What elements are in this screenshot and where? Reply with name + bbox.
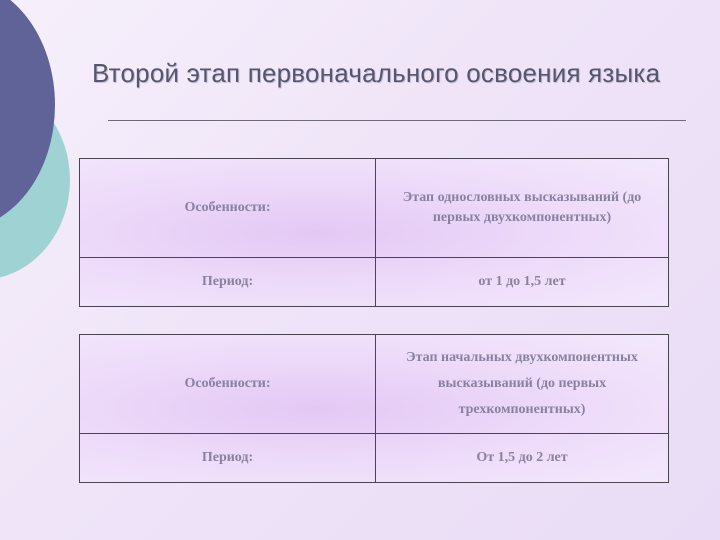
period-value: От 1,5 до 2 лет xyxy=(376,434,669,483)
features-value: Этап начальных двухкомпонентных высказываний (до первых трехкомпонентных) xyxy=(376,335,669,434)
decorative-teal-circle xyxy=(0,80,70,280)
features-label: Особенности: xyxy=(80,335,376,434)
stage-table-two-component xyxy=(79,334,669,483)
table-row-features xyxy=(80,159,669,258)
decorative-navy-circle xyxy=(0,0,55,230)
stage-table-one-word xyxy=(79,158,669,307)
period-label: Период: xyxy=(80,434,376,483)
period-value: от 1 до 1,5 лет xyxy=(376,258,669,307)
table-row-period xyxy=(80,258,669,307)
title-underline xyxy=(108,120,686,121)
table-row-period xyxy=(80,434,669,483)
features-label: Особенности: xyxy=(80,159,376,258)
slide-title: Второй этап первоначального освоения языка xyxy=(92,58,661,88)
period-label: Период: xyxy=(80,258,376,307)
features-value: Этап однословных высказываний (до первых двухкомпонентных) xyxy=(376,159,669,258)
table-row-features xyxy=(80,335,669,434)
